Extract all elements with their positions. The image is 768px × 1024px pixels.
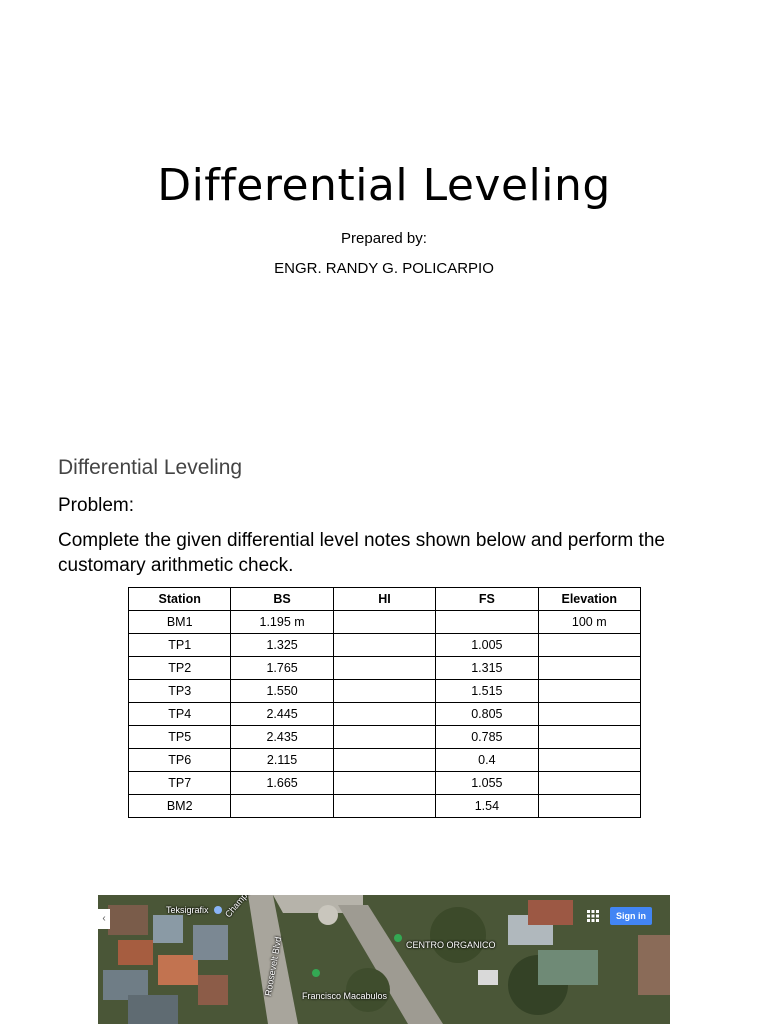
cell-bs: 2.115 — [231, 749, 333, 772]
cell-fs: 1.54 — [436, 795, 538, 818]
table-row — [129, 726, 641, 749]
table-row — [129, 634, 641, 657]
place-pin-icon — [214, 906, 222, 914]
map-label-street: Roosevelt Blvd — [263, 935, 284, 997]
cell-bs: 1.325 — [231, 634, 333, 657]
cell-bs: 1.195 m — [231, 611, 333, 634]
header-hi: HI — [333, 588, 435, 611]
cell-station: TP4 — [129, 703, 231, 726]
cell-bs: 2.435 — [231, 726, 333, 749]
cell-elevation — [538, 680, 640, 703]
cell-station: TP5 — [129, 726, 231, 749]
cell-hi — [333, 772, 435, 795]
prepared-by-label: Prepared by: — [341, 230, 427, 247]
map-label-place: CENTRO ORGANICO — [406, 940, 496, 950]
satellite-map[interactable] — [98, 895, 670, 1024]
cell-fs: 0.805 — [436, 703, 538, 726]
cell-elevation — [538, 795, 640, 818]
map-label-place: Teksigrafix — [166, 905, 209, 915]
header-station: Station — [129, 588, 231, 611]
cell-hi — [333, 703, 435, 726]
header-bs: BS — [231, 588, 333, 611]
table-row — [129, 703, 641, 726]
cell-bs: 1.550 — [231, 680, 333, 703]
cell-station: TP7 — [129, 772, 231, 795]
cell-hi — [333, 795, 435, 818]
header-elevation: Elevation — [538, 588, 640, 611]
cell-station: BM2 — [129, 795, 231, 818]
slide-heading: Differential Leveling — [58, 456, 243, 479]
cell-fs: 1.515 — [436, 680, 538, 703]
cell-elevation — [538, 772, 640, 795]
cell-fs: 1.315 — [436, 657, 538, 680]
cell-station: TP2 — [129, 657, 231, 680]
table-row — [129, 611, 641, 634]
cell-station: TP1 — [129, 634, 231, 657]
cell-elevation — [538, 634, 640, 657]
cell-elevation — [538, 749, 640, 772]
cell-fs — [436, 611, 538, 634]
cell-bs: 2.445 — [231, 703, 333, 726]
collapse-arrow-icon[interactable]: ‹ — [98, 909, 110, 929]
cell-fs: 0.785 — [436, 726, 538, 749]
cell-hi — [333, 749, 435, 772]
map-label-place: Francisco Macabulos — [302, 991, 388, 1001]
cell-elevation — [538, 657, 640, 680]
table-row — [129, 772, 641, 795]
cell-station: BM1 — [129, 611, 231, 634]
cell-hi — [333, 657, 435, 680]
cell-hi — [333, 634, 435, 657]
cell-fs: 1.005 — [436, 634, 538, 657]
table-row — [129, 795, 641, 818]
cell-hi — [333, 680, 435, 703]
table-row — [129, 680, 641, 703]
apps-grid-icon[interactable] — [586, 909, 600, 923]
cell-station: TP6 — [129, 749, 231, 772]
cell-bs — [231, 795, 333, 818]
cell-hi — [333, 611, 435, 634]
cell-elevation: 100 m — [538, 611, 640, 634]
table-body — [129, 611, 641, 818]
problem-label: Problem: — [58, 495, 135, 516]
table-header-row — [129, 588, 641, 611]
table-row — [129, 749, 641, 772]
cell-bs: 1.665 — [231, 772, 333, 795]
header-fs: FS — [436, 588, 538, 611]
cell-elevation — [538, 703, 640, 726]
problem-text: Complete the given differential level notes shown below and perform the customary arithmetic check. — [58, 530, 665, 576]
level-notes-table — [128, 587, 641, 818]
cell-bs: 1.765 — [231, 657, 333, 680]
slide-title: Differential Leveling — [157, 160, 611, 211]
sign-in-button[interactable]: Sign in — [610, 907, 652, 925]
cell-hi — [333, 726, 435, 749]
title-slide — [0, 0, 768, 430]
cell-elevation — [538, 726, 640, 749]
cell-station: TP3 — [129, 680, 231, 703]
table-row — [129, 657, 641, 680]
cell-fs: 0.4 — [436, 749, 538, 772]
cell-fs: 1.055 — [436, 772, 538, 795]
author-name: ENGR. RANDY G. POLICARPIO — [274, 260, 494, 277]
